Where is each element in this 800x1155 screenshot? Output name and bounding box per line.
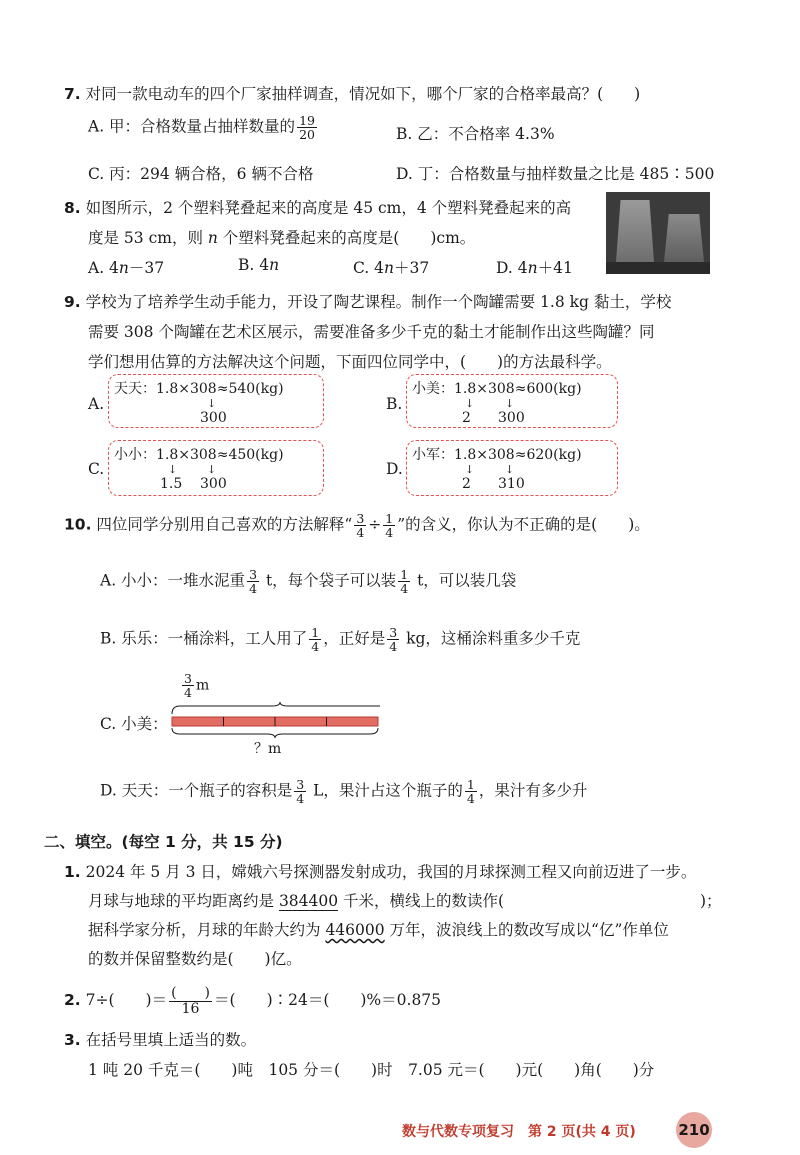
f2-number: 2. (64, 991, 81, 1010)
q10-option-c-label: C. 小美： (100, 715, 168, 733)
q7-option-a-fraction: $\frac{19}{20}$ (299, 113, 315, 143)
bottom-brace (172, 728, 378, 738)
q9-option-c-approx1: 1.5 (160, 476, 183, 492)
f2-line: 2. 7÷( )＝ $\frac{( )}{16}$ ＝( )∶24＝( )%＝0.875 (64, 985, 442, 1017)
segment-diagram (168, 700, 380, 740)
q8-number: 8. (64, 199, 81, 217)
q9-option-b-approx1: 2 (462, 410, 471, 426)
page-number-badge: 210 (676, 1112, 712, 1148)
f1-line3: 据科学家分析，月球的年龄大约为 446000 万年，波浪线上的数改写成以“亿”作单位 (88, 921, 669, 939)
q9-option-d-arrow1: ↓ (465, 463, 475, 476)
q8-option-a: A. 4n－37 (88, 259, 165, 277)
f3-conversions: 1 吨 20 千克＝( )吨 105 分＝( )时 7.05 元＝( )元( )角( )分 (88, 1061, 655, 1079)
f1-line2-end: )； (700, 892, 722, 910)
f1-line4: 的数并保留整数约是( )亿。 (88, 950, 302, 968)
q7-option-b: B. 乙：不合格率 4.3% (396, 125, 555, 143)
photo-floor (606, 262, 710, 274)
q9-option-d-arrow2: ↓ (505, 463, 515, 476)
q7-option-a-text: A. 甲：合格数量占抽样数量的 (88, 117, 296, 136)
q9-option-a-label: A. (88, 395, 105, 413)
q8-line2: 度是 53 cm，则 n 个塑料凳叠起来的高度是( )cm。 (88, 229, 476, 247)
q9-option-d-approx2: 310 (498, 476, 525, 492)
f1-number: 1. (64, 863, 81, 881)
q9-option-c-approx2: 300 (200, 476, 227, 492)
q7-stem-line (64, 82, 640, 104)
top-brace (172, 702, 380, 714)
q7-number: 7. (64, 85, 81, 103)
q7-option-d: D. 丁：合格数量与抽样数量之比是 485∶500 (396, 165, 715, 183)
wavy-underlined-number: 446000 (325, 921, 385, 939)
q10-stem-line: 10. 四位同学分别用自己喜欢的方法解释“ $\frac{3}{4}$ ÷ $\frac{1}{4}$ ”的含义，你认为不正确的是( )。 (64, 511, 650, 541)
f3-number: 3. (64, 1031, 81, 1049)
q9-number: 9. (64, 293, 81, 311)
q8-option-b: B. 4n (238, 256, 280, 274)
q9-option-c-arrow1: ↓ (168, 463, 178, 476)
section-2-title: 二、填空。(每空 1 分，共 15 分) (44, 833, 283, 851)
q9-line1: 9. 学校为了培养学生动手能力，开设了陶艺课程。制作一个陶罐需要 1.8 kg 黏土，学校 (64, 293, 672, 311)
f2-fraction: $\frac{( )}{16}$ (171, 985, 211, 1017)
q8-option-c: C. 4n＋37 (353, 259, 430, 277)
q8-option-d: D. 4n＋41 (496, 259, 573, 277)
q7-option-c: C. 丙：294 辆合格，6 辆不合格 (88, 165, 314, 183)
q7-option-a (88, 114, 319, 141)
q10-number: 10. (64, 515, 92, 534)
q10-option-c-top-label: $\frac{3}{4}$ m (184, 671, 210, 701)
q9-option-c-arrow2: ↓ (207, 463, 217, 476)
f1-line1: 1. 2024 年 5 月 3 日，嫦娥六号探测器发射成功，我国的月球探测工程又向前迈进了一步。 (64, 863, 697, 881)
q9-option-b-arrow2: ↓ (505, 397, 515, 410)
q8-line1-text: 如图所示，2 个塑料凳叠起来的高度是 45 cm，4 个塑料凳叠起来的高 (85, 199, 572, 217)
q9-option-a-arrow: ↓ (207, 397, 217, 410)
q9-option-b-label: B. (386, 395, 403, 413)
q9-option-b-expr: 小美：1.8×308≈600(kg) (412, 381, 582, 397)
q9-option-c-expr: 小小：1.8×308≈450(kg) (114, 447, 284, 463)
q9-line3: 学们想用估算的方法解决这个问题，下面四位同学中，( )的方法最科学。 (88, 353, 612, 371)
footer-text: 数与代数专项复习 第 2 页(共 4 页) (402, 1124, 636, 1140)
q9-option-d-label: D. (386, 460, 403, 478)
q7-stem: 对同一款电动车的四个厂家抽样调查，情况如下，哪个厂家的合格率最高？( ) (85, 85, 641, 103)
q9-option-a-expr: 天天：1.8×308≈540(kg) (114, 381, 284, 397)
q9-option-c-label: C. (88, 460, 105, 478)
stool-stack-tall (616, 200, 654, 262)
underlined-number: 384400 (278, 892, 339, 910)
stool-stack-short (664, 214, 704, 262)
q9-option-d-approx1: 2 (462, 476, 471, 492)
q9-option-b-approx2: 300 (498, 410, 525, 426)
q10-option-a: A. 小小：一堆水泥重 $\frac{3}{4}$ t，每个袋子可以装 $\frac{1}{4}$ t，可以装几袋 (100, 567, 517, 597)
q10-option-c-bottom-label: ？m (254, 741, 282, 757)
q9-option-b-arrow1: ↓ (465, 397, 475, 410)
f1-line2: 月球与地球的平均距离约是 384400 千米，横线上的数读作( (88, 892, 505, 910)
q8-line1 (64, 196, 571, 218)
stacked-stools-photo (606, 192, 710, 274)
q10-option-d: D. 天天：一个瓶子的容积是 $\frac{3}{4}$ L，果汁占这个瓶子的 $\frac{1}{4}$ ，果汁有多少升 (100, 777, 588, 807)
q9-line2: 需要 308 个陶罐在艺术区展示，需要准备多少千克的黏土才能制作出这些陶罐？同 (88, 323, 655, 341)
q10-option-b: B. 乐乐：一桶涂料，工人用了 $\frac{1}{4}$ ，正好是 $\frac{3}{4}$ kg，这桶涂料重多少千克 (100, 625, 581, 655)
q9-option-d-expr: 小军：1.8×308≈620(kg) (412, 447, 582, 463)
f3-stem-line: 3. 在括号里填上适当的数。 (64, 1031, 257, 1049)
q9-option-a-approx: 300 (200, 410, 227, 426)
